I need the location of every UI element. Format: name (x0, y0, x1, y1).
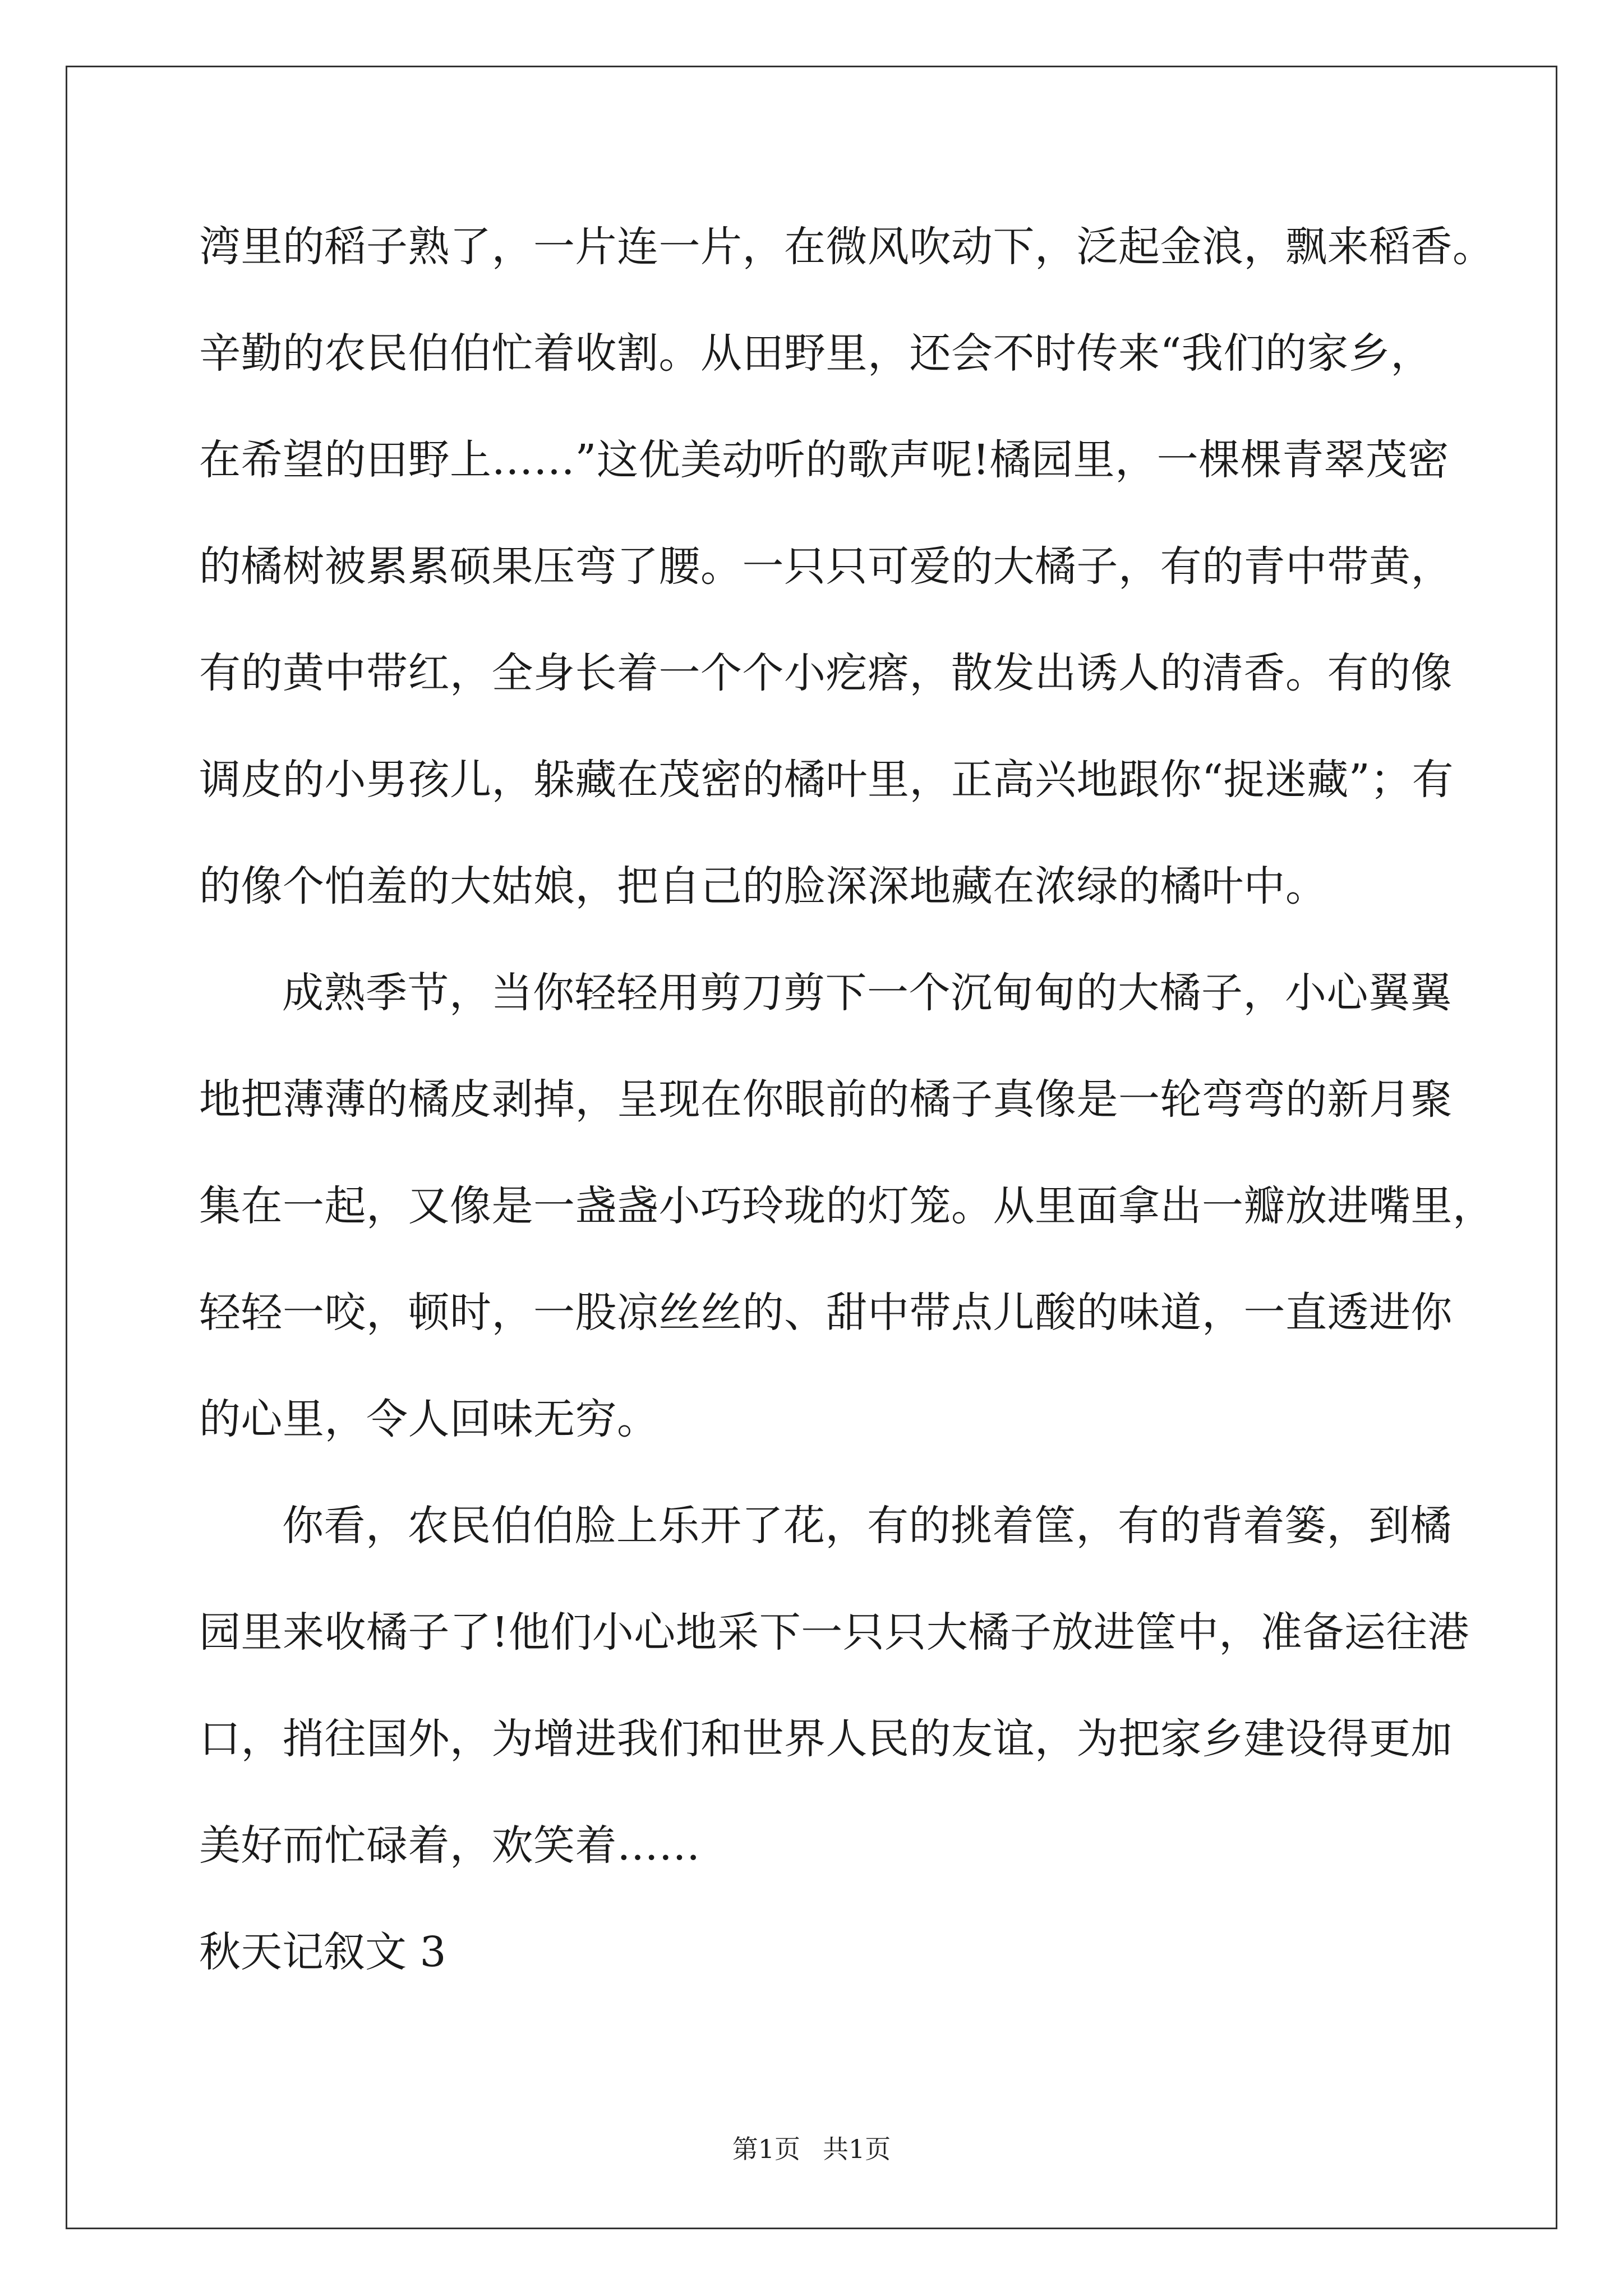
page-footer (0, 2129, 1623, 2166)
paragraph-1 (199, 213, 1495, 959)
paragraph-line: 的像个怕羞的大姑娘，把自己的脸深深地藏在浓绿的橘叶中。 (199, 862, 1327, 910)
section-heading: 秋天记叙文 3 (199, 1928, 446, 1976)
paragraph-line: 湾里的稻子熟了，一片连一片，在微风吹动下，泛起金浪，飘来稻香。 (199, 223, 1495, 271)
paragraph-line: 调皮的小男孩儿，躲藏在茂密的橘叶里，正高兴地跟你“捉迷藏”；有 (199, 756, 1454, 804)
paragraph-line: 轻轻一咬，顿时，一股凉丝丝的、甜中带点儿酸的味道，一直透进你 (199, 1289, 1453, 1337)
paragraph-3 (199, 1492, 1470, 1918)
paragraph-line: 园里来收橘子了!他们小心地采下一只只大橘子放进筐中，准备运往港 (199, 1608, 1470, 1657)
paragraph-line: 口，捎往国外，为增进我们和世界人民的友谊，为把家乡建设得更加 (199, 1715, 1453, 1763)
paragraph-line: 的心里，令人回味无穷。 (199, 1395, 659, 1443)
paragraph-line: 美好而忙碌着，欢笑着…… (199, 1821, 700, 1870)
paragraph-line: 的橘树被累累硕果压弯了腰。一只只可爱的大橘子，有的青中带黄， (199, 542, 1453, 591)
paragraph-line: 辛勤的农民伯伯忙着收割。从田野里，还会不时传来“我们的家乡， (199, 329, 1432, 378)
paragraph-line: 成熟季节，当你轻轻用剪刀剪下一个沉甸甸的大橘子，小心翼翼 (282, 969, 1452, 1017)
paragraph-line: 你看，农民伯伯脸上乐开了花，有的挑着筐，有的背着篓，到橘 (282, 1502, 1452, 1550)
paragraph-line: 有的黄中带红，全身长着一个个小疙瘩，散发出诱人的清香。有的像 (199, 649, 1453, 697)
document-body (199, 213, 1495, 2025)
page-number-total: 共1页 (823, 2134, 891, 2164)
paragraph-line: 集在一起，又像是一盏盏小巧玲珑的灯笼。从里面拿出一瓣放进嘴里， (199, 1182, 1495, 1230)
paragraph-line: 在希望的田野上……”这优美动听的歌声呢!橘园里，一棵棵青翠茂密 (199, 436, 1450, 484)
page-number-current: 第1页 (732, 2134, 800, 2164)
paragraph-line: 地把薄薄的橘皮剥掉，呈现在你眼前的橘子真像是一轮弯弯的新月聚 (199, 1075, 1453, 1124)
paragraph-2 (199, 959, 1495, 1492)
